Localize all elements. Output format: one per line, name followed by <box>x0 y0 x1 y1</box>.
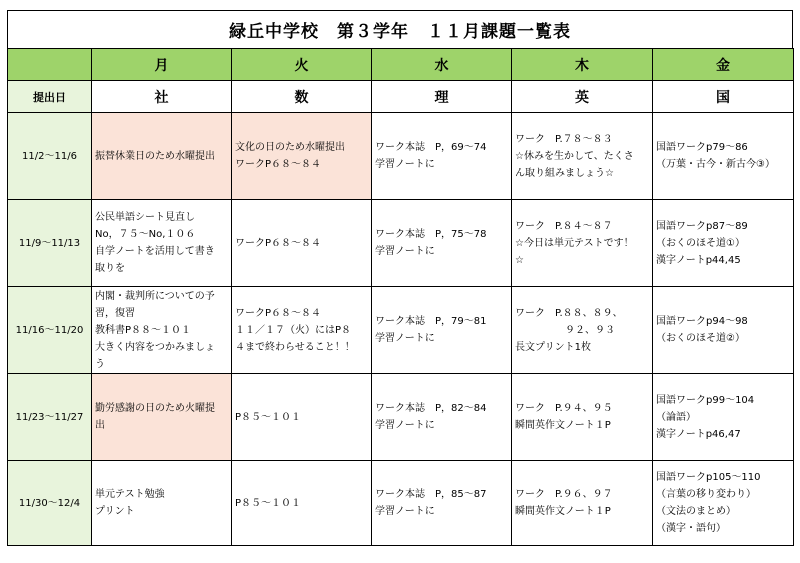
assignment-text: 出 <box>95 420 105 431</box>
assignment-cell <box>92 374 232 461</box>
assignment-text: 長文プリント1枚 <box>515 341 591 353</box>
assignment-text: 学習ノートに <box>375 246 435 257</box>
assignment-text: 文化の日のため水曜提出 <box>235 142 345 153</box>
assignment-text: 習，復習 <box>95 307 135 319</box>
subject-english: 英 <box>512 81 653 113</box>
assignment-text: P８５～１０１ <box>235 411 302 423</box>
assignment-text: う <box>95 358 105 370</box>
week-date-cell: 11/16～11/20 <box>8 287 92 374</box>
assignment-cell <box>653 200 794 287</box>
assignment-text: 自学ノートを活用して書き <box>95 246 215 257</box>
assignment-text: 漢字ノートp46,47 <box>656 428 741 440</box>
assignment-text: 瞬間英作文ノート１P <box>515 506 611 517</box>
assignment-text: 学習ノートに <box>375 506 435 517</box>
assignment-text: （おくのほそ道①） <box>656 237 745 249</box>
assignment-text: ☆ <box>515 254 524 266</box>
assignment-text: （漢字・語句） <box>656 523 726 534</box>
assignment-text: 大きく内容をつかみましょ <box>95 341 215 353</box>
assignment-text: ワーク P.８４～８７ <box>515 220 613 232</box>
assignment-cell <box>653 113 794 200</box>
assignment-text: 国語ワークp87～89 <box>656 220 748 232</box>
assignment-text: （万葉・古今・新古今③） <box>656 159 775 170</box>
assignment-text: 国語ワークp79～86 <box>656 142 748 153</box>
assignment-cell <box>232 113 372 200</box>
assignment-cell <box>372 461 512 546</box>
assignment-text: ワーク P.９４、９５ <box>515 403 613 414</box>
submission-date-label: 提出日 <box>8 81 92 113</box>
assignment-text: 国語ワークp105～110 <box>656 472 761 483</box>
assignment-cell <box>653 287 794 374</box>
week-date-cell: 11/2～11/6 <box>8 113 92 200</box>
sheet-title: 緑丘中学校 第３学年 １１月課題一覧表 <box>7 10 793 48</box>
day-header-fri: 金 <box>653 49 794 81</box>
assignment-table <box>7 48 794 546</box>
assignment-text: ワーク本誌 P，85～87 <box>375 489 487 500</box>
assignment-text: 取りを <box>95 263 125 274</box>
assignment-cell <box>512 287 653 374</box>
day-header-wed: 水 <box>372 49 512 81</box>
assignment-text: プリント <box>95 506 135 517</box>
assignment-cell <box>512 200 653 287</box>
assignment-text: ワーク本誌 P，69～74 <box>375 142 487 153</box>
week-row <box>8 113 794 200</box>
subject-social: 社 <box>92 81 232 113</box>
week-row <box>8 374 794 461</box>
assignment-text: ワーク本誌 P，79～81 <box>375 316 487 327</box>
weekday-header-row <box>8 49 794 81</box>
assignment-text: 学習ノートに <box>375 420 435 431</box>
assignment-text: ワーク P.７８～８３ <box>515 133 613 145</box>
assignment-cell <box>372 374 512 461</box>
assignment-text: ９２、９３ <box>515 324 615 336</box>
assignment-text: 国語ワークp99～104 <box>656 394 755 406</box>
assignment-text: ワークP６８～８４ <box>235 159 322 170</box>
assignment-cell <box>92 113 232 200</box>
assignment-text: 内閣・裁判所についての予 <box>95 290 215 302</box>
assignment-cell <box>232 200 372 287</box>
assignment-cell <box>232 374 372 461</box>
week-date-cell: 11/23～11/27 <box>8 374 92 461</box>
assignment-text: （論語） <box>656 411 696 423</box>
assignment-cell <box>653 461 794 546</box>
assignment-cell <box>372 200 512 287</box>
day-header-tue: 火 <box>232 49 372 81</box>
assignment-cell <box>653 374 794 461</box>
day-header-thu: 木 <box>512 49 653 81</box>
assignment-sheet <box>7 10 793 551</box>
assignment-text: No，７５～No,１０６ <box>95 229 196 240</box>
assignment-text: 勤労感謝の日のため火曜提 <box>95 403 215 414</box>
assignment-text: 漢字ノートp44,45 <box>656 254 741 266</box>
assignment-text: ワーク P.８８、８９、 <box>515 307 623 319</box>
week-date-cell: 11/9～11/13 <box>8 200 92 287</box>
assignment-text: ４まで終わらせること！！ <box>235 341 355 353</box>
subject-japanese: 国 <box>653 81 794 113</box>
assignment-text: ワーク本誌 P，82～84 <box>375 403 487 414</box>
assignment-cell <box>92 287 232 374</box>
assignment-cell <box>232 287 372 374</box>
assignment-text: ☆休みを生かして、たくさ <box>515 150 634 162</box>
week-row <box>8 287 794 374</box>
assignment-text: ワーク P.９６、９７ <box>515 489 613 500</box>
week-row <box>8 461 794 546</box>
assignment-text: ワーク本誌 P，75～78 <box>375 229 487 240</box>
assignment-text: 瞬間英作文ノート１P <box>515 420 611 431</box>
assignment-text: １１／１７（火）にはP８ <box>235 324 352 336</box>
assignment-text: 公民単語シート見直し <box>95 212 195 223</box>
assignment-text: ワークP６８～８４ <box>235 237 322 249</box>
assignment-cell <box>92 461 232 546</box>
assignment-cell <box>372 287 512 374</box>
assignment-text: （言葉の移り変わり） <box>656 489 756 500</box>
corner-cell <box>8 49 92 81</box>
assignment-text: 国語ワークp94～98 <box>656 316 748 327</box>
week-date-cell: 11/30～12/4 <box>8 461 92 546</box>
assignment-text: ん取り組みましょう☆ <box>515 167 614 179</box>
assignment-text: 学習ノートに <box>375 159 435 170</box>
subject-science: 理 <box>372 81 512 113</box>
assignment-text: ワークP６８～８４ <box>235 307 322 319</box>
assignment-cell <box>512 374 653 461</box>
subject-math: 数 <box>232 81 372 113</box>
assignment-text: 学習ノートに <box>375 333 435 344</box>
assignment-text: 単元テスト勉強 <box>95 489 165 500</box>
assignment-text: 教科書P８８～１０１ <box>95 324 192 336</box>
week-rows <box>8 113 794 546</box>
assignment-cell <box>92 200 232 287</box>
assignment-cell <box>512 113 653 200</box>
assignment-cell <box>372 113 512 200</box>
assignment-text: 振替休業日のため水曜提出 <box>95 150 215 162</box>
assignment-text: （おくのほそ道②） <box>656 333 745 344</box>
assignment-text: ☆今日は単元テストです！ <box>515 237 634 249</box>
subject-header-row <box>8 81 794 113</box>
week-row <box>8 200 794 287</box>
assignment-cell <box>512 461 653 546</box>
day-header-mon: 月 <box>92 49 232 81</box>
assignment-text: P８５～１０１ <box>235 497 302 509</box>
assignment-cell <box>232 461 372 546</box>
assignment-text: （文法のまとめ） <box>656 506 736 517</box>
